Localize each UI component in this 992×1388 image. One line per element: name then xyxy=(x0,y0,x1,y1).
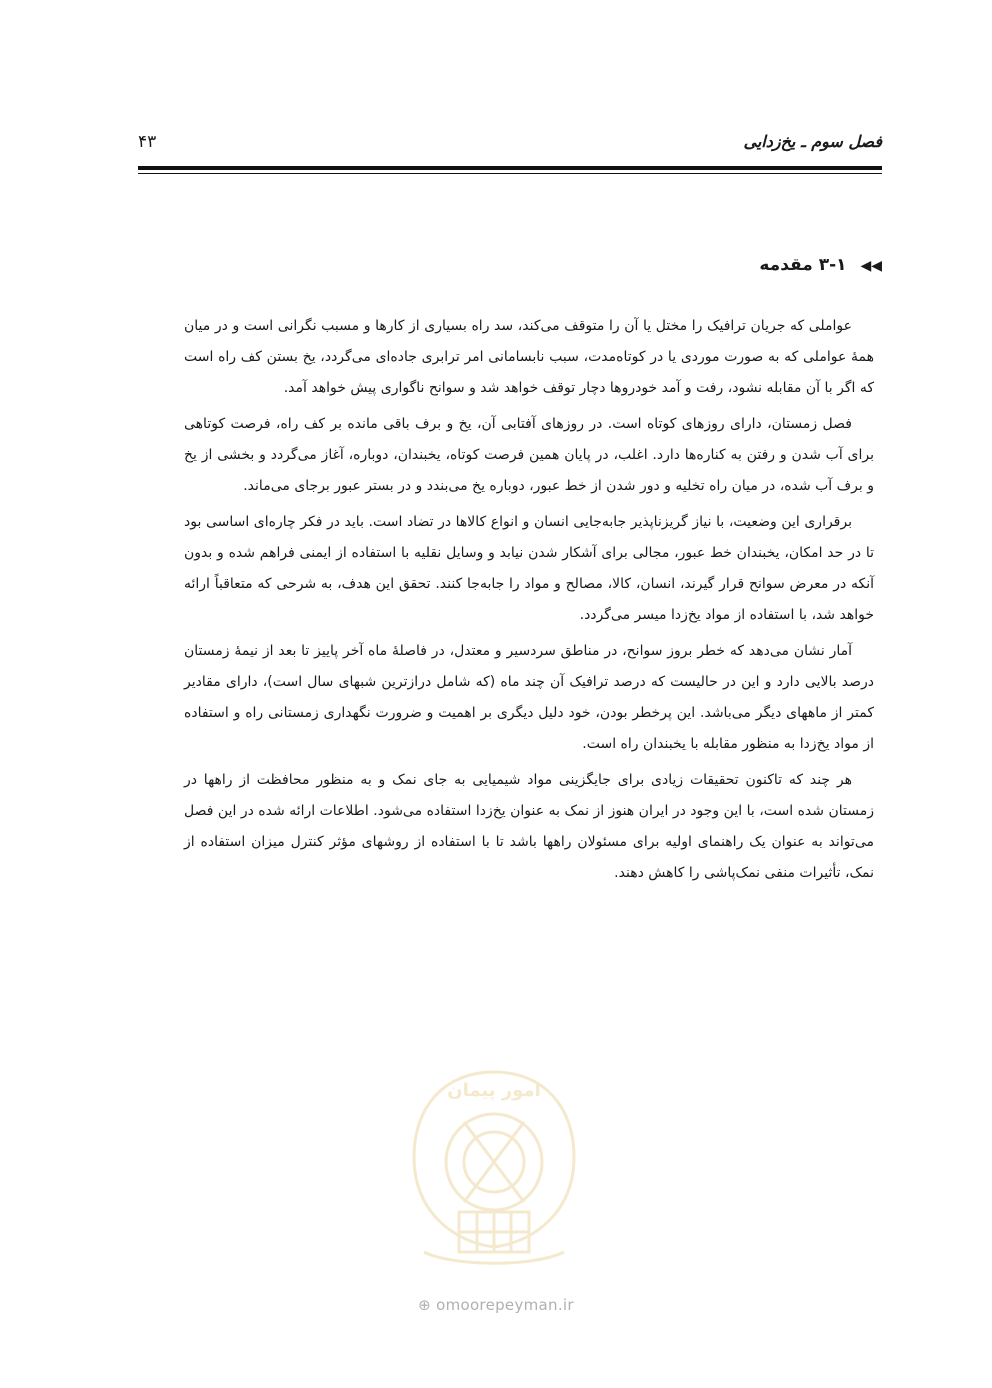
watermark-logo xyxy=(404,1062,584,1282)
running-header xyxy=(138,128,882,162)
header-rule-thick xyxy=(138,166,882,170)
paragraph: فصل زمستان، دارای روزهای کوتاه است. در روزهای آفتابی آن، یخ و برف باقی مانده بر کف راه، فرصت کوتاهی برای آب شدن و رفتن به کناره‌ها دارد. اغلب، در پایان همین فرصت کوتاه، یخبندان، دوباره، آغاز می‌گردد و بخشی از یخ و برف آب شده، در میان راه تخلیه و دور شدن از خط عبور، دوباره یخ می‌بندد و در بستر عبور برجای می‌ماند. xyxy=(184,416,874,494)
page-number: ۴۳ xyxy=(138,132,157,152)
paragraph: آمار نشان می‌دهد که خطر بروز سوانح، در مناطق سردسیر و معتدل، در فاصلهٔ ماه آخر پاییز تا بعد از نیمهٔ زمستان درصد بالایی دارد و این در حالیست که درصد ترافیک آن چند ماه (که شامل درازترین شبهای سال است)، دارای مقادیر کمتر از ماههای دیگر می‌باشد. این پرخطر بودن، خود دلیل دیگری بر اهمیت و ضرورت نگهداری زمستانی راه و استفاده از مواد یخ‌زدا به منظور مقابله با یخبندان راه است. xyxy=(184,643,874,752)
section-heading xyxy=(759,255,882,275)
watermark-site-text: omoorepeyman.ir xyxy=(436,1296,574,1314)
paragraph: هر چند که تاکنون تحقیقات زیادی برای جایگزینی مواد شیمیایی به جای نمک و به منظور محافظت از راهها در زمستان شده است، با این وجود در ایران هنوز از نمک به عنوان یخ‌زدا استفاده می‌شود. اطلاعات ارائه شده در این فصل می‌تواند به عنوان یک راهنمای اولیه برای مسئولان راهها باشد تا با استفاده از روشهای مؤثر کنترل میزان استفاده از نمک، تأثیرات منفی نمک‌پاشی را کاهش دهند. xyxy=(184,772,874,881)
chapter-title: فصل سوم ـ یخ‌زدایی xyxy=(743,132,882,151)
paragraph: عواملی که جریان ترافیک را مختل یا آن را متوقف می‌کند، سد راه بسیاری از کارها و مسبب نگرانی است و در میان همهٔ عواملی که به صورت موردی یا در کوتاه‌مدت، سبب نابسامانی امر ترابری جاده‌ای می‌گردد، یخ بستن کف راه است که اگر با آن مقابله نشود، رفت و آمد خودروها دچار توقف خواهد شد و سوانح ناگواری پیش خواهد آمد. xyxy=(184,318,874,396)
double-arrow-icon: ◀◀ xyxy=(860,258,882,274)
body-text xyxy=(184,311,874,894)
watermark-logo-text: امور پیمان xyxy=(447,1080,541,1101)
header-rule-thin xyxy=(138,173,882,174)
paragraph: برقراری این وضعیت، با نیاز گریزناپذیر جابه‌جایی انسان و انواع کالاها در تضاد است. باید در فکر چاره‌ای اساسی بود تا در حد امکان، یخبندان خط عبور، مجالی برای آشکار شدن نیابد و وسایل نقلیه با استفاده از ایمنی فراهم شده و بدون آنکه در معرض سوانح قرار گیرند، انسان، کالا، مصالح و مواد را جابه‌جا کنند. تحقق این هدف، به شرحی که متعاقباً ارائه خواهد شد، با استفاده از مواد یخ‌زدا میسر می‌گردد. xyxy=(184,514,874,623)
watermark-globe-icon: ⊕ xyxy=(418,1296,432,1314)
section-heading-text: ۳-۱ مقدمه xyxy=(759,255,847,275)
watermark-site xyxy=(0,1296,992,1314)
